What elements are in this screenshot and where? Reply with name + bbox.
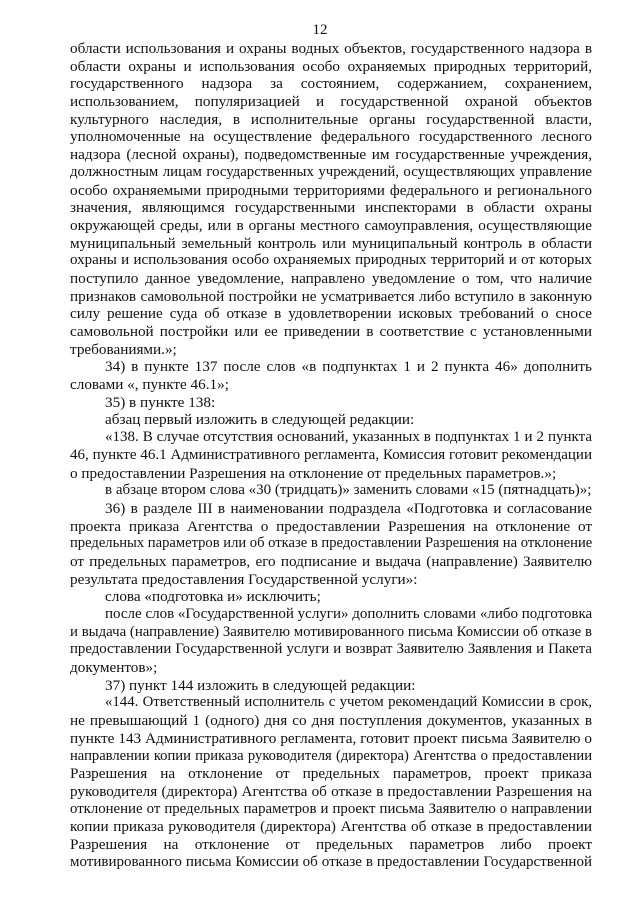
text-line: признаков самовольной постройки не усматривается либо вступило в законную — [70, 287, 592, 305]
page-number: 12 — [312, 22, 328, 38]
text-line: уполномоченные на осуществление федерального государственного лесного — [70, 128, 592, 146]
text-line: требованиями.»; — [70, 340, 177, 358]
text-line: 34) в пункте 137 после слов «в подпунктах 1 и 2 пункта 46» дополнить — [105, 358, 592, 376]
text-line: муниципальный земельный контроль или муниципальный контроль в области — [70, 234, 592, 252]
text-line: Разрешения на отклонение от предельных параметров, проект приказа — [70, 765, 592, 783]
text-line: о предоставлении Разрешения на отклонение от предельных параметров.»; — [70, 464, 557, 482]
text-line: окружающей среды, или в органы местного самоуправления, осуществляющие — [70, 216, 592, 234]
text-line: результата предоставления Государственной услуги»: — [70, 570, 418, 588]
text-line: после слов «Государственной услуги» дополнить словами «либо подготовка — [105, 606, 593, 622]
text-line: Разрешения на отклонение от предельных параметров либо проект — [70, 835, 592, 853]
text-line: значения, являющимся государственными инспекторами в области охраны — [70, 199, 592, 217]
text-line: культурного наследия, в исполнительные органы государственной власти, — [70, 110, 592, 128]
text-line: отклонение от предельных параметров и проект письма Заявителю о направлении — [70, 800, 592, 817]
text-line: «138. В случае отсутствия оснований, указанных в подпунктах 1 и 2 пункта — [105, 429, 592, 446]
text-line: области использования и охраны водных объектов, государственного надзора в — [70, 40, 592, 57]
text-line: пункте 143 Административного регламента, готовит проект письма Заявителю о — [70, 729, 592, 747]
text-line: особо охраняемыми природными территориями федерального и регионального — [70, 181, 592, 199]
text-line: документов»; — [70, 659, 158, 677]
text-line: надзора (лесной охраны), подведомственные им государственные учреждения, — [70, 146, 592, 164]
text-line: поступило данное уведомление, направлено уведомление о том, что наличие — [70, 269, 592, 287]
text-line: охраны и использования особо охраняемых природных территорий и от которых — [70, 252, 592, 269]
text-line: использованием, популяризацией и государственной охраной объектов — [70, 93, 592, 111]
document-body — [70, 40, 592, 871]
text-line: самовольной постройки или ее приведении в соответствие с установленными — [70, 323, 592, 340]
text-line: должностным лицам государственных учреждений, осуществляющих управление — [70, 163, 592, 180]
text-line: абзац первый изложить в следующей редакции: — [105, 411, 415, 429]
text-line: силу решение суда об отказе в удовлетворении исковых требований о сносе — [70, 305, 592, 323]
text-line: слова «подготовка и» исключить; — [105, 588, 321, 606]
text-line: мотивированного письма Комиссии об отказе в предоставлении Государственной — [70, 853, 592, 870]
text-line: руководителя (директора) Агентства об отказе в предоставлении Разрешения на — [70, 782, 592, 800]
text-line: в абзаце втором слова «30 (тридцать)» заменить словами «15 (пятнадцать)»; — [105, 482, 592, 499]
text-line: предельных параметров или об отказе в предоставлении Разрешения на отклонение — [70, 535, 593, 552]
text-line: 46, пункте 46.1 Административного регламента, Комиссия готовит рекомендации — [70, 446, 592, 463]
text-line: направлении копии приказа руководителя (директора) Агентства о предоставлении — [70, 747, 592, 764]
text-line: 37) пункт 144 изложить в следующей редакции: — [105, 676, 416, 694]
text-line: государственного надзора за состоянием, содержанием, сохранением, — [70, 75, 592, 93]
text-line: проекта приказа Агентства о предоставлении Разрешения на отклонение от — [70, 517, 592, 535]
text-line: копии приказа руководителя (директора) Агентства об отказе в предоставлении — [70, 818, 592, 836]
text-line: предоставлении Государственной услуги и возврат Заявителю Заявления и Пакета — [70, 641, 592, 658]
text-line: словами «, пункте 46.1»; — [70, 376, 229, 394]
text-line: от предельных параметров, его подписание и выдача (направление) Заявителю — [70, 552, 592, 570]
text-line: 36) в разделе III в наименовании подраздела «Подготовка и согласование — [105, 499, 592, 517]
text-line: не превышающий 1 (одного) дня со дня поступления документов, указанных в — [70, 712, 592, 730]
text-line: «144. Ответственный исполнитель с учетом рекомендаций Комиссии в срок, — [105, 694, 592, 711]
text-line: области охраны и использования особо охраняемых природных территорий, — [70, 57, 592, 75]
text-line: 35) в пункте 138: — [105, 393, 216, 411]
text-line: и выдача (направление) Заявителю мотивированного письма Комиссии об отказе в — [70, 623, 592, 640]
